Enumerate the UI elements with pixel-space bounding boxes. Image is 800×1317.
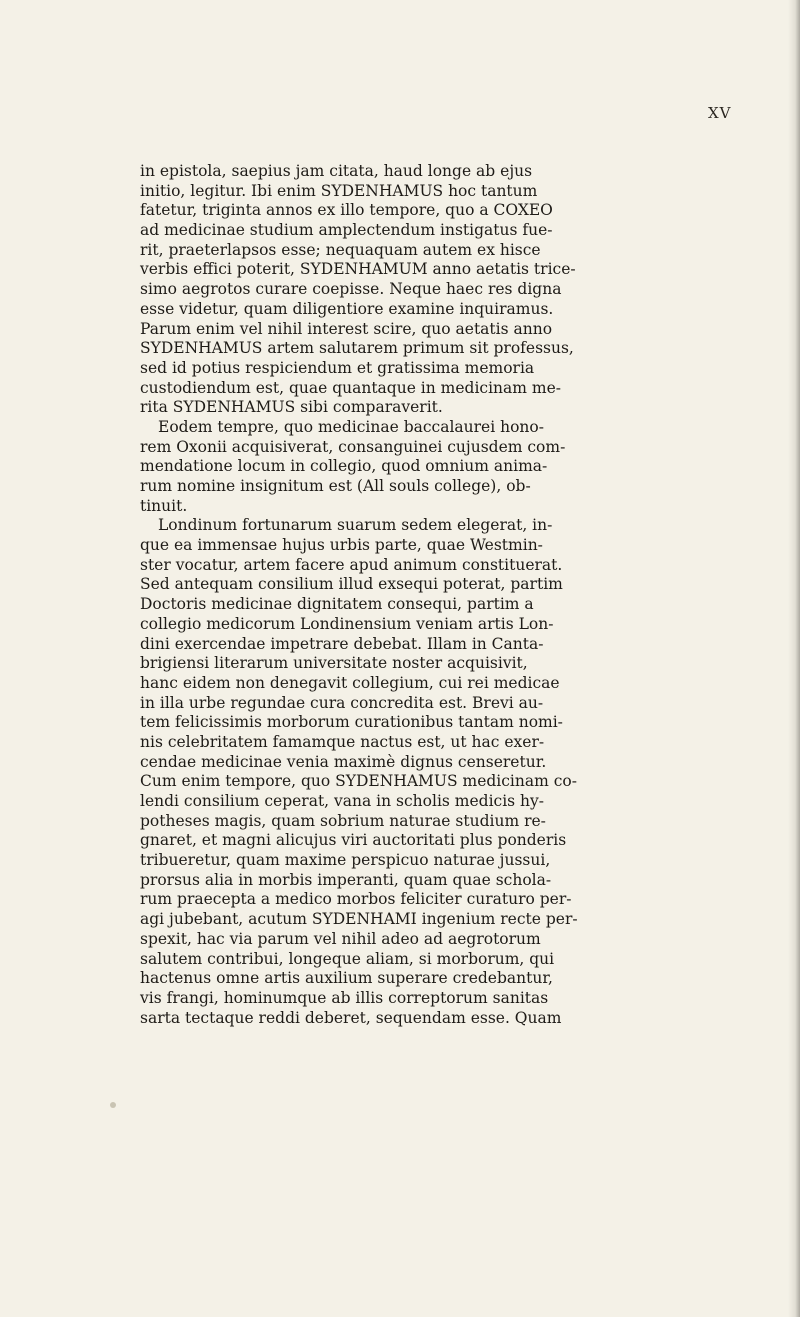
text-line: Eodem tempre, quo medicinae baccalaurei hono- xyxy=(158,417,544,436)
page-edge-shadow xyxy=(788,0,800,1317)
text-line: in epistola, saepius jam citata, haud longe ab ejus xyxy=(140,162,533,180)
text-line: Sed antequam consilium illud exsequi poterat, partim xyxy=(140,575,563,594)
body-text xyxy=(140,162,760,1028)
text-line: lendi consilium ceperat, vana in scholis medicis hy- xyxy=(140,792,545,810)
text-line: brigiensi literarum universitate noster acquisivit, xyxy=(140,654,528,673)
text-line: sed id potius respiciendum et gratissima memoria xyxy=(140,358,535,377)
text-line: tem felicissimis morborum curationibus tantam nomi- xyxy=(140,713,563,732)
text-line: verbis effici poterit, SYDENHAMUM anno aetatis trice- xyxy=(140,260,576,279)
text-line: initio, legitur. Ibi enim SYDENHAMUS hoc tantum xyxy=(140,181,538,200)
text-line: rit, praeterlapsos esse; nequaquam autem ex hisce xyxy=(140,240,541,259)
text-line: Parum enim vel nihil interest scire, quo aetatis anno xyxy=(140,319,553,338)
text-line: tinuit. xyxy=(140,496,188,515)
text-line: ster vocatur, artem facere apud animum constituerat. xyxy=(140,555,563,574)
text-line: Doctoris medicinae dignitatem consequi, partim a xyxy=(140,595,534,614)
text-line: cendae medicinae venia maximè dignus censeretur. xyxy=(140,752,547,771)
text-line: salutem contribui, longeque aliam, si morborum, qui xyxy=(140,949,555,968)
text-line: collegio medicorum Londinensium veniam artis Lon- xyxy=(140,614,554,633)
margin-mark xyxy=(110,1102,116,1108)
text-line: custodiendum est, quae quantaque in medicinam me- xyxy=(140,378,562,397)
page-number: XV xyxy=(708,104,732,122)
text-line: mendatione locum in collegio, quod omnium anima- xyxy=(140,457,548,476)
text-line: que ea immensae hujus urbis parte, quae Westmin- xyxy=(140,536,543,555)
text-line: rum nomine insignitum est (All souls college), ob- xyxy=(140,477,531,495)
text-line: fatetur, triginta annos ex illo tempore, quo a COXEO xyxy=(140,201,553,220)
text-line: rita SYDENHAMUS sibi comparaverit. xyxy=(140,398,443,417)
text-line: Londinum fortunarum suarum sedem elegerat, in- xyxy=(158,516,553,535)
text-line: sarta tectaque reddi deberet, sequendam esse. Quam xyxy=(140,1008,562,1027)
text-line: simo aegrotos curare coepisse. Neque haec res digna xyxy=(140,280,562,299)
text-line: rem Oxonii acquisiverat, consanguinei cujusdem com- xyxy=(140,437,566,456)
text-line: agi jubebant, acutum SYDENHAMI ingenium recte per- xyxy=(140,910,578,929)
text-line: hactenus omne artis auxilium superare credebantur, xyxy=(140,969,553,988)
text-line: in illa urbe regundae cura concredita est. Brevi au- xyxy=(140,693,544,712)
text-line: potheses magis, quam sobrium naturae studium re- xyxy=(140,811,546,830)
text-line: prorsus alia in morbis imperanti, quam quae schola- xyxy=(140,870,552,889)
text-line: rum praecepta a medico morbos feliciter curaturo per- xyxy=(140,890,572,909)
text-line: Cum enim tempore, quo SYDENHAMUS medicinam co- xyxy=(140,772,577,791)
text-line: dini exercendae impetrare debebat. Illam in Canta- xyxy=(140,634,544,653)
text-line: tribueretur, quam maxime perspicuo naturae jussui, xyxy=(140,851,551,870)
text-line: esse videtur, quam diligentiore examine inquiramus. xyxy=(140,299,554,318)
text-line: ad medicinae studium amplectendum instigatus fue- xyxy=(140,221,553,240)
text-line: nis celebritatem famamque nactus est, ut hac exer- xyxy=(140,732,545,751)
text-line: gnaret, et magni alicujus viri auctoritati plus ponderis xyxy=(140,831,567,850)
text-line: vis frangi, hominumque ab illis correptorum sanitas xyxy=(140,988,549,1007)
text-line: hanc eidem non denegavit collegium, cui rei medicae xyxy=(140,673,560,692)
text-line: spexit, hac via parum vel nihil adeo ad aegrotorum xyxy=(140,929,541,948)
text-line: SYDENHAMUS artem salutarem primum sit professus, xyxy=(140,339,574,358)
